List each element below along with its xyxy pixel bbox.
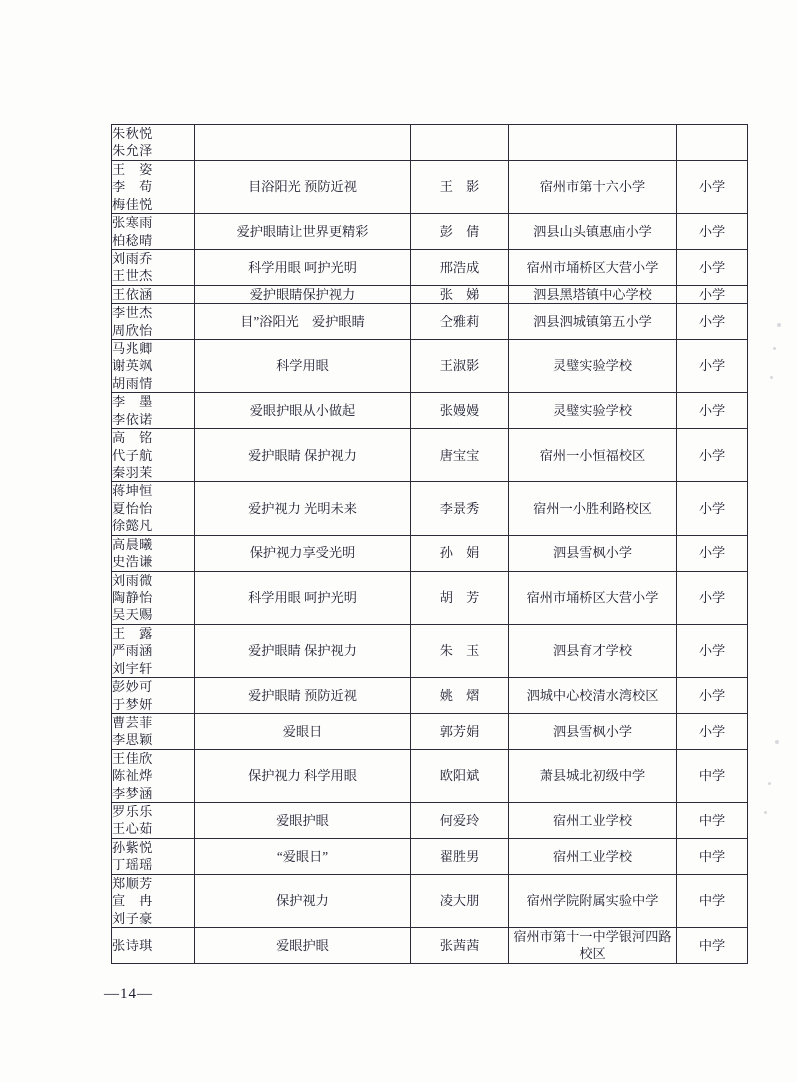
student-name: 严雨涵 xyxy=(112,643,153,659)
student-name: 李依诺 xyxy=(112,411,153,427)
student-name: 王世杰 xyxy=(112,268,153,284)
student-name: 马兆卿 xyxy=(112,341,153,357)
cell-level: 小学 xyxy=(677,535,748,571)
cell-school: 泗县山头镇惠庙小学 xyxy=(509,214,677,250)
student-name: 谢英飒 xyxy=(112,358,153,374)
cell-work-title: 爱眼护眼 xyxy=(195,803,411,839)
cell-students xyxy=(112,713,195,749)
scan-speck xyxy=(770,376,773,379)
student-name: 张诗琪 xyxy=(112,937,153,953)
cell-work-title: 目浴阳光 预防近视 xyxy=(195,160,411,213)
student-name: 梅佳悦 xyxy=(112,196,153,212)
cell-school: 宿州工业学校 xyxy=(509,838,677,874)
cell-students xyxy=(112,624,195,677)
cell-teacher: 张嫚嫚 xyxy=(411,393,509,429)
table-row xyxy=(112,535,748,571)
cell-level: 小学 xyxy=(677,340,748,393)
student-name: 陈祉烨 xyxy=(112,768,153,784)
page-number: —14— xyxy=(104,986,153,1002)
cell-school: 泗县黑塔镇中心学校 xyxy=(509,285,677,303)
scan-speck xyxy=(777,323,781,327)
cell-school: 宿州市埇桥区大营小学 xyxy=(509,249,677,285)
student-name: 王佳欣 xyxy=(112,750,153,766)
cell-level: 小学 xyxy=(677,285,748,303)
cell-work-title: 爱护视力 光明未来 xyxy=(195,482,411,535)
cell-level: 小学 xyxy=(677,393,748,429)
cell-students xyxy=(112,838,195,874)
table-row xyxy=(112,304,748,340)
table-row xyxy=(112,340,748,393)
table-row xyxy=(112,214,748,250)
cell-work-title: 爱护眼睛让世界更精彩 xyxy=(195,214,411,250)
cell-students xyxy=(112,749,195,802)
student-name: 王依涵 xyxy=(112,286,153,302)
student-name: 秦羽茉 xyxy=(112,465,153,481)
table-row xyxy=(112,160,748,213)
cell-work-title: 保护视力享受光明 xyxy=(195,535,411,571)
cell-work-title: 目”浴阳光 爱护眼睛 xyxy=(195,304,411,340)
cell-level: 小学 xyxy=(677,429,748,482)
student-name: 陶静怡 xyxy=(112,589,153,605)
cell-teacher: 朱 玉 xyxy=(411,624,509,677)
student-name: 丁瑶瑶 xyxy=(112,857,153,873)
cell-work-title: 爱护眼睛保护视力 xyxy=(195,285,411,303)
cell-teacher: 王 影 xyxy=(411,160,509,213)
cell-students xyxy=(112,285,195,303)
student-name: 代子航 xyxy=(112,447,153,463)
cell-teacher: 胡 芳 xyxy=(411,571,509,624)
student-name: 徐懿凡 xyxy=(112,518,153,534)
cell-school: 泗县雪枫小学 xyxy=(509,535,677,571)
cell-level xyxy=(677,125,748,161)
cell-level: 小学 xyxy=(677,571,748,624)
cell-school: 泗县育才学校 xyxy=(509,624,677,677)
cell-students xyxy=(112,249,195,285)
cell-work-title: 科学用眼 xyxy=(195,340,411,393)
student-name: 周欣怡 xyxy=(112,322,153,338)
student-name: 柏稔晴 xyxy=(112,232,153,248)
cell-students xyxy=(112,482,195,535)
cell-students xyxy=(112,304,195,340)
cell-students xyxy=(112,429,195,482)
cell-work-title: 爱护眼睛 保护视力 xyxy=(195,624,411,677)
student-name: 李梦涵 xyxy=(112,785,153,801)
student-name: 罗乐乐 xyxy=(112,804,153,820)
student-name: 朱秋悦 xyxy=(112,126,153,141)
cell-teacher: 姚 熠 xyxy=(411,678,509,714)
student-name: 张寒雨 xyxy=(112,215,153,231)
cell-students xyxy=(112,535,195,571)
cell-school: 宿州一小恒福校区 xyxy=(509,429,677,482)
cell-work-title: 保护视力 科学用眼 xyxy=(195,749,411,802)
student-name: 朱允泽 xyxy=(112,143,153,159)
cell-school: 泗县雪枫小学 xyxy=(509,713,677,749)
cell-students xyxy=(112,927,195,963)
student-name: 李 苟 xyxy=(112,179,153,195)
cell-teacher: 邢浩成 xyxy=(411,249,509,285)
cell-school: 泗县泗城镇第五小学 xyxy=(509,304,677,340)
student-name: 李世杰 xyxy=(112,305,153,321)
cell-level: 中学 xyxy=(677,749,748,802)
student-name: 于梦妍 xyxy=(112,696,153,712)
student-name: 胡雨情 xyxy=(112,375,153,391)
table-row xyxy=(112,874,748,927)
cell-school: 灵璧实验学校 xyxy=(509,340,677,393)
cell-level: 小学 xyxy=(677,713,748,749)
cell-students xyxy=(112,125,195,161)
student-name: 李 墨 xyxy=(112,394,153,410)
cell-level: 小学 xyxy=(677,214,748,250)
cell-teacher: 张 娣 xyxy=(411,285,509,303)
student-name: 李思颖 xyxy=(112,732,153,748)
student-name: 王 姿 xyxy=(112,161,153,177)
table-row xyxy=(112,571,748,624)
cell-level: 小学 xyxy=(677,624,748,677)
student-name: 刘雨微 xyxy=(112,572,153,588)
cell-students xyxy=(112,393,195,429)
table-row xyxy=(112,927,748,963)
table-row xyxy=(112,249,748,285)
table-row xyxy=(112,285,748,303)
student-name: 孙紫悦 xyxy=(112,839,153,855)
cell-school xyxy=(509,125,677,161)
cell-school: 萧县城北初级中学 xyxy=(509,749,677,802)
table-row xyxy=(112,624,748,677)
cell-school: 宿州市第十一中学银河四路校区 xyxy=(509,927,677,963)
cell-teacher: 张茜茜 xyxy=(411,927,509,963)
cell-work-title: 爱眼护眼 xyxy=(195,927,411,963)
cell-school: 宿州市埇桥区大营小学 xyxy=(509,571,677,624)
cell-work-title: 保护视力 xyxy=(195,874,411,927)
cell-work-title: 爱护眼睛 预防近视 xyxy=(195,678,411,714)
cell-teacher xyxy=(411,125,509,161)
cell-teacher: 李景秀 xyxy=(411,482,509,535)
cell-teacher: 唐宝宝 xyxy=(411,429,509,482)
cell-teacher: 仝雅莉 xyxy=(411,304,509,340)
cell-students xyxy=(112,678,195,714)
cell-work-title xyxy=(195,125,411,161)
student-name: 王心茹 xyxy=(112,821,153,837)
student-name: 郑顺芳 xyxy=(112,875,153,891)
student-name: 王 露 xyxy=(112,625,153,641)
cell-work-title: “爱眼日” xyxy=(195,838,411,874)
table-row xyxy=(112,749,748,802)
cell-school: 泗城中心校清水湾校区 xyxy=(509,678,677,714)
cell-level: 小学 xyxy=(677,160,748,213)
cell-work-title: 科学用眼 呵护光明 xyxy=(195,249,411,285)
cell-teacher: 郭芳娟 xyxy=(411,713,509,749)
cell-teacher: 欧阳斌 xyxy=(411,749,509,802)
cell-teacher: 何爱玲 xyxy=(411,803,509,839)
student-name: 刘雨乔 xyxy=(112,250,153,266)
cell-level: 小学 xyxy=(677,482,748,535)
student-name: 吴天赐 xyxy=(112,607,153,623)
table-row xyxy=(112,803,748,839)
student-name: 宣 冉 xyxy=(112,893,153,909)
table-row xyxy=(112,393,748,429)
cell-teacher: 翟胜男 xyxy=(411,838,509,874)
student-name: 刘宇轩 xyxy=(112,660,153,676)
student-name: 高 铭 xyxy=(112,430,153,446)
cell-teacher: 王淑影 xyxy=(411,340,509,393)
scan-speck xyxy=(764,811,767,814)
award-list-table xyxy=(111,124,748,964)
table-row xyxy=(112,429,748,482)
student-name: 刘子豪 xyxy=(112,910,153,926)
cell-teacher: 凌大朋 xyxy=(411,874,509,927)
cell-level: 小学 xyxy=(677,678,748,714)
student-name: 史浩谦 xyxy=(112,554,153,570)
cell-students xyxy=(112,874,195,927)
cell-students xyxy=(112,571,195,624)
cell-school: 灵璧实验学校 xyxy=(509,393,677,429)
cell-work-title: 爱眼护眼从小做起 xyxy=(195,393,411,429)
cell-students xyxy=(112,160,195,213)
cell-students xyxy=(112,340,195,393)
cell-teacher: 彭 倩 xyxy=(411,214,509,250)
cell-school: 宿州一小胜利路校区 xyxy=(509,482,677,535)
cell-level: 中学 xyxy=(677,838,748,874)
cell-level: 中学 xyxy=(677,874,748,927)
cell-level: 中学 xyxy=(677,803,748,839)
cell-level: 小学 xyxy=(677,304,748,340)
award-list-table-container xyxy=(111,124,742,964)
scan-speck xyxy=(773,347,776,350)
table-row xyxy=(112,678,748,714)
cell-school: 宿州市第十六小学 xyxy=(509,160,677,213)
cell-work-title: 爱护眼睛 保护视力 xyxy=(195,429,411,482)
student-name: 夏怡怡 xyxy=(112,500,153,516)
table-row xyxy=(112,713,748,749)
student-name: 曹芸菲 xyxy=(112,714,153,730)
cell-school: 宿州学院附属实验中学 xyxy=(509,874,677,927)
student-name: 彭妙可 xyxy=(112,679,153,695)
cell-school: 宿州工业学校 xyxy=(509,803,677,839)
cell-level: 小学 xyxy=(677,249,748,285)
table-row xyxy=(112,125,748,161)
cell-level: 中学 xyxy=(677,927,748,963)
cell-work-title: 科学用眼 呵护光明 xyxy=(195,571,411,624)
cell-students xyxy=(112,214,195,250)
student-name: 高晨曦 xyxy=(112,536,153,552)
scan-speck xyxy=(775,740,779,744)
student-name: 蒋坤恒 xyxy=(112,483,153,499)
table-row xyxy=(112,838,748,874)
table-row xyxy=(112,482,748,535)
cell-students xyxy=(112,803,195,839)
cell-work-title: 爱眼日 xyxy=(195,713,411,749)
scan-speck xyxy=(768,782,771,785)
cell-teacher: 孙 娟 xyxy=(411,535,509,571)
